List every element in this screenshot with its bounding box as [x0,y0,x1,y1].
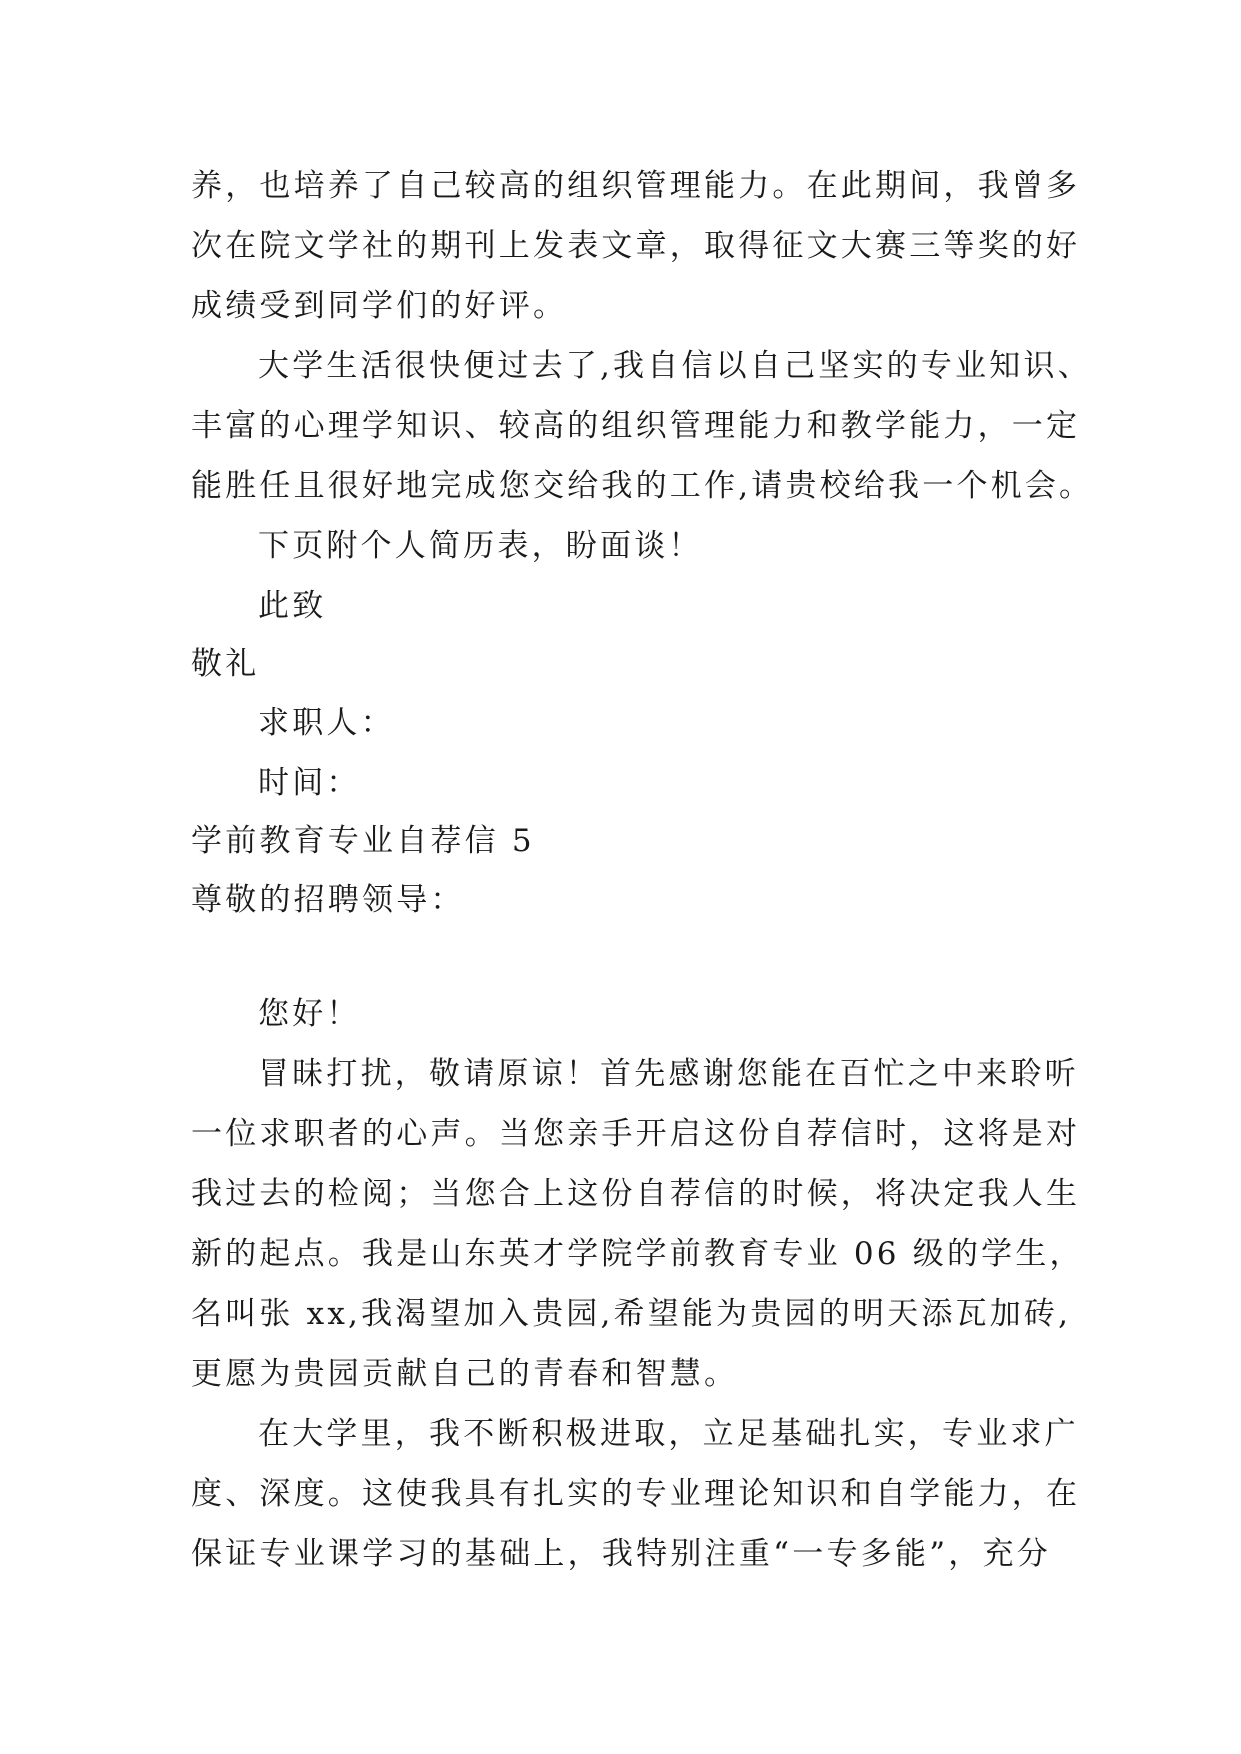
paragraph-line: 大学生活很快便过去了,我自信以自己坚实的专业知识、 [258,348,1092,384]
date-label: 时间： [258,765,361,801]
applicant-label: 求职人： [258,705,395,741]
paragraph-line: 能胜任且很好地完成您交给我的工作,请贵校给我一个机会。 [191,468,1094,504]
paragraph-line: 次在院文学社的期刊上发表文章，取得征文大赛三等奖的好 [191,228,1081,264]
letter-title: 学前教育专业自荐信 5 [191,823,535,859]
paragraph-line: 度、深度。这使我具有扎实的专业理论知识和自学能力，在 [191,1476,1081,1512]
paragraph-line: 更愿为贵园贡献自己的青春和智慧。 [191,1356,739,1392]
closing-salutation: 敬礼 [191,646,260,682]
paragraph-line: 养，也培养了自己较高的组织管理能力。在此期间，我曾多 [191,168,1081,204]
paragraph-line: 冒昧打扰，敬请原谅！首先感谢您能在百忙之中来聆听 [258,1056,1079,1092]
paragraph-line: 成绩受到同学们的好评。 [191,288,568,324]
paragraph-line: 一位求职者的心声。当您亲手开启这份自荐信时，这将是对 [191,1116,1081,1152]
letter-greeting: 尊敬的招聘领导： [191,882,465,918]
paragraph-line: 在大学里，我不断积极进取，立足基础扎实，专业求广 [258,1416,1079,1452]
paragraph-line: 名叫张 xx,我渴望加入贵园,希望能为贵园的明天添瓦加砖, [191,1296,1072,1332]
paragraph-line: 我过去的检阅；当您合上这份自荐信的时候，将决定我人生 [191,1176,1081,1212]
paragraph-line: 您好！ [258,996,361,1032]
closing-phrase: 此致 [258,588,327,624]
paragraph-line: 下页附个人简历表，盼面谈！ [258,528,703,564]
paragraph-line: 新的起点。我是山东英才学院学前教育专业 06 级的学生， [191,1236,1084,1272]
paragraph-line: 丰富的心理学知识、较高的组织管理能力和教学能力，一定 [191,408,1081,444]
paragraph-line: 保证专业课学习的基础上，我特别注重“一专多能”，充分 [191,1536,1051,1572]
